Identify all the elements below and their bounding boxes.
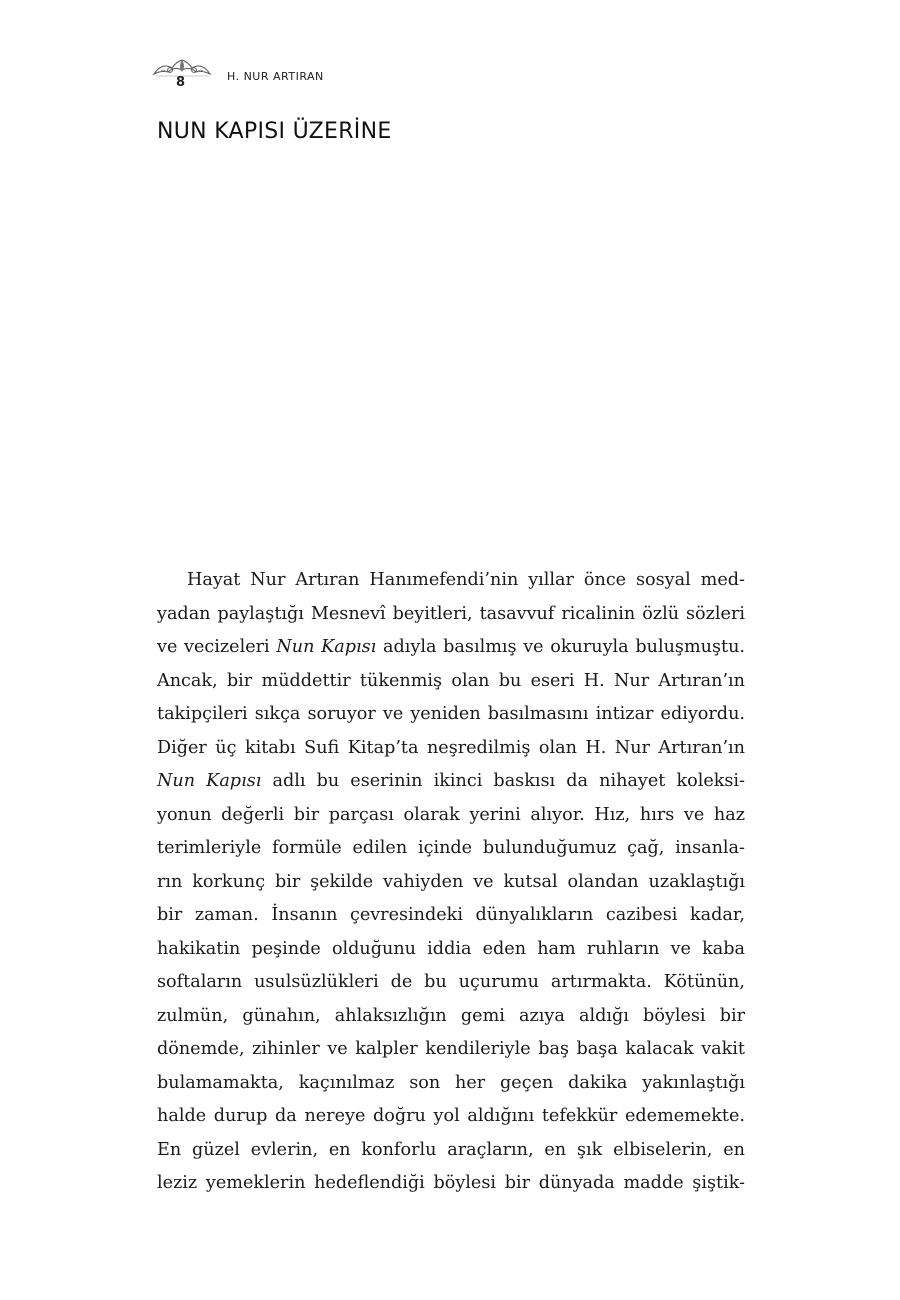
running-head — [152, 56, 452, 96]
text-line: bulamamakta, kaçınılmaz son her geçen dakika yakınlaştığı — [157, 1072, 745, 1093]
running-title: H. NUR ARTIRAN — [227, 70, 324, 83]
body-paragraph — [157, 564, 745, 1201]
text-line: rın korkunç bir şekilde vahiyden ve kutsal olandan uzaklaştığı — [157, 871, 745, 892]
text-line: Nun Kapısı adlı bu eserinin ikinci baskısı da nihayet koleksi- — [157, 771, 746, 791]
page-number: 8 — [176, 75, 186, 90]
text-line: terimleriyle formüle edilen içinde bulunduğumuz çağ, insanla- — [157, 838, 745, 858]
text-line: dönemde, zihinler ve kalpler kendileriyle baş başa kalacak vakit — [157, 1039, 745, 1059]
text-line: Ancak, bir müddettir tükenmiş olan bu eseri H. Nur Artıran’ın — [157, 670, 745, 691]
text-line: Hayat Nur Artıran Hanımefendi’nin yıllar önce sosyal med- — [187, 570, 745, 590]
text-line: zulmün, günahın, ahlaksızlığın gemi azıya aldığı böylesi bir — [157, 1005, 745, 1026]
text-line: yonun değerli bir parçası olarak yerini alıyor. Hız, hırs ve haz — [157, 804, 745, 825]
text-line: softaların usulsüzlükleri de bu uçurumu artırmakta. Kötünün, — [157, 972, 745, 992]
text-line: halde durup da nereye doğru yol aldığını tefekkür edememekte. — [157, 1106, 745, 1126]
chapter-title: NUN KAPISI ÜZERİNE — [157, 119, 392, 144]
text-line: bir zaman. İnsanın çevresindeki dünyalıkların cazibesi kadar, — [157, 905, 745, 925]
text-line: Diğer üç kitabı Sufi Kitap’ta neşredilmiş olan H. Nur Artıran’ın — [157, 737, 745, 758]
text-line: hakikatin peşinde olduğunu iddia eden ham ruhların ve kaba — [157, 938, 745, 959]
book-title-italic: Nun Kapısı — [157, 771, 262, 791]
text-line: takipçileri sıkça soruyor ve yeniden basılmasını intizar ediyordu. — [157, 704, 745, 724]
book-title-italic: Nun Kapısı — [276, 637, 377, 657]
text-line: En güzel evlerin, en konforlu araçların, en şık elbiselerin, en — [157, 1139, 745, 1160]
text-line: ve vecizeleri Nun Kapısı adıyla basılmış ve okuruyla buluşmuştu. — [157, 637, 745, 657]
text-line: leziz yemeklerin hedeflendiği böylesi bir dünyada madde şiştik- — [157, 1173, 745, 1193]
text-line: yadan paylaştığı Mesnevî beyitleri, tasavvuf ricalinin özlü sözleri — [157, 603, 745, 624]
